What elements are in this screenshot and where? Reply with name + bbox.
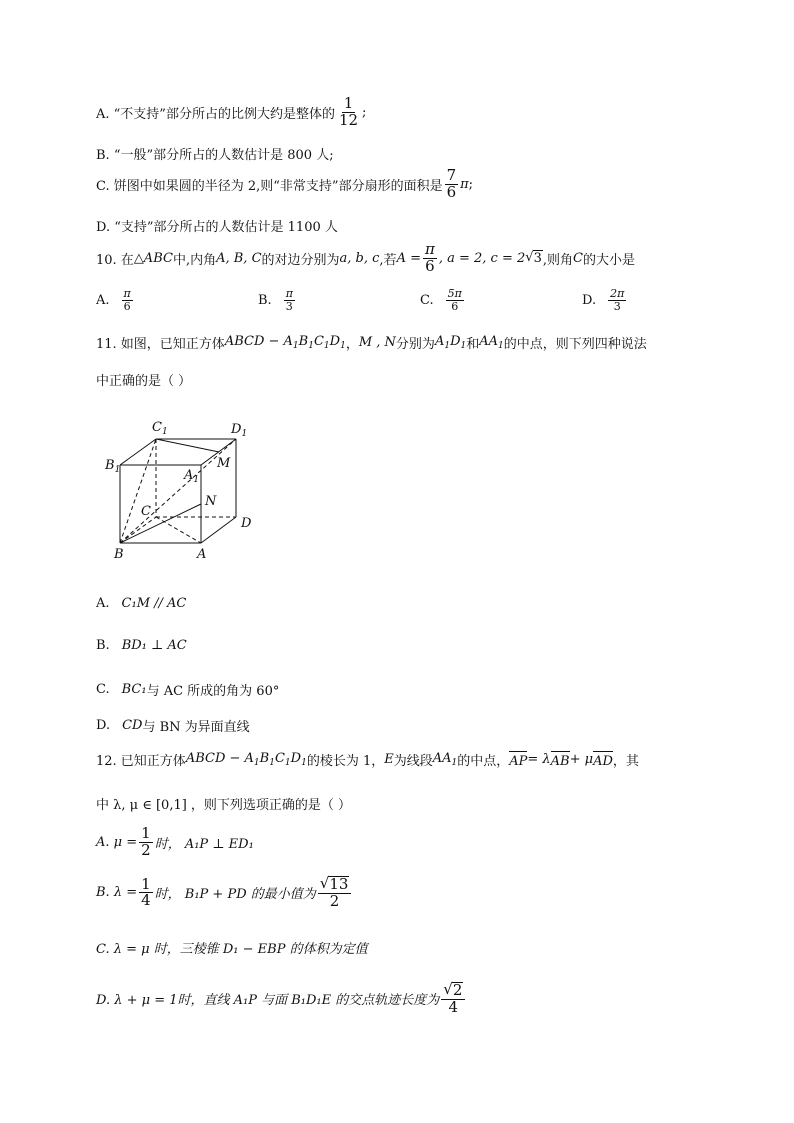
vector-ap: AP bbox=[509, 751, 527, 769]
q10-triangle: △ABC bbox=[133, 250, 173, 266]
q9-option-c-end: ; bbox=[468, 176, 474, 192]
segment-b-d1 bbox=[120, 439, 236, 543]
option-expression: C₁M // AC bbox=[121, 596, 187, 611]
q12-stem-a: 12. 已知正方体 bbox=[96, 754, 186, 769]
q12-option-d bbox=[96, 982, 467, 1016]
q11-mn: M , N bbox=[358, 335, 396, 350]
option-label: B. bbox=[258, 292, 272, 308]
q11-stem-line1 bbox=[96, 333, 647, 352]
q10-cond-b: , a = 2, c = 2 bbox=[438, 250, 526, 266]
segment-b-n bbox=[120, 504, 201, 543]
option-expression: BD₁ ⊥ AC bbox=[121, 638, 187, 653]
q11-option-c bbox=[96, 680, 279, 699]
option-expression: BC₁ bbox=[121, 682, 147, 697]
q10-stem bbox=[96, 242, 635, 275]
fraction-numerator: 7 bbox=[446, 166, 457, 184]
option-expression: CD bbox=[122, 718, 143, 733]
q11-stem-e: 的中点，则下列四种说法 bbox=[503, 337, 647, 352]
q11-stem-line2-text: 中正确的是（ ） bbox=[96, 374, 192, 389]
option-root-fraction bbox=[318, 876, 352, 910]
fraction-denominator: 6 bbox=[446, 182, 457, 201]
fraction-denominator: 2 bbox=[329, 891, 340, 910]
q10-sides: a, b, c bbox=[339, 250, 380, 266]
q9-option-c-fraction bbox=[445, 168, 459, 201]
q11-stem-b: ， bbox=[345, 337, 359, 352]
fraction-numerator: π bbox=[424, 240, 435, 258]
vector-ab: AB bbox=[551, 751, 570, 769]
option-label: C. bbox=[420, 292, 434, 308]
q9-option-a-fraction bbox=[337, 96, 360, 129]
q11-stem-line2 bbox=[96, 370, 191, 389]
hidden-edges bbox=[120, 439, 236, 543]
q11-stem-d: 和 bbox=[466, 337, 480, 352]
label-n: N bbox=[205, 494, 217, 509]
option-suffix: 时， B₁P + PD 的最小值为 bbox=[154, 887, 316, 903]
q10-angles: A, B, C bbox=[216, 250, 262, 266]
label-d1: $D_1$ bbox=[231, 422, 248, 439]
q10-stem-mid2: 的对边分别为 bbox=[261, 252, 340, 268]
option-label: A. bbox=[96, 292, 110, 308]
q12-eq: = λ bbox=[527, 752, 551, 767]
sqrt: √ 2 bbox=[443, 980, 463, 999]
label-d: D bbox=[241, 516, 252, 531]
q9-option-a-text: A. “不支持”部分所占的比例大约是整体的 bbox=[96, 106, 335, 122]
q9-option-b bbox=[96, 144, 334, 163]
q10-stem-tail: 的大小是 bbox=[582, 252, 635, 268]
fraction-numerator: 1 bbox=[141, 874, 151, 893]
q10-option-c bbox=[420, 288, 466, 312]
q9-option-c bbox=[96, 168, 473, 201]
q11-stem-a: 11. 如图，已知正方体 bbox=[96, 337, 225, 352]
q12-aa1: $AA_1$ bbox=[432, 751, 458, 768]
option-label: D. bbox=[96, 718, 111, 733]
radicand: 13 bbox=[329, 875, 349, 893]
q10-cond-a: A = bbox=[396, 250, 421, 266]
option-label: B. bbox=[96, 638, 110, 653]
segment-c1-m bbox=[156, 439, 219, 452]
edge-a-d bbox=[201, 517, 236, 543]
q12-stem-line1 bbox=[96, 750, 639, 769]
q11-option-d bbox=[96, 716, 250, 735]
q9-option-c-text: C. 饼图中如果圆的半径为 2,则“非常支持”部分扇形的面积是 bbox=[96, 178, 443, 194]
edge-c1-b1 bbox=[120, 439, 156, 465]
q12-stem-line2-text: 中 λ, μ ∈ [0,1] ，则下列选项正确的是（ ） bbox=[96, 798, 352, 813]
label-b1: $B_1$ bbox=[105, 458, 121, 475]
label-b: B bbox=[114, 547, 124, 562]
option-prefix: B. λ = bbox=[96, 885, 138, 901]
q10-stem-c: C bbox=[572, 250, 583, 266]
q12-stem-b: 的棱长为 1， bbox=[306, 754, 385, 769]
fraction-denominator: 12 bbox=[338, 110, 359, 129]
option-prefix: A. μ = bbox=[96, 834, 138, 850]
option-fraction bbox=[139, 826, 153, 859]
vector-ad: AD bbox=[593, 751, 613, 769]
q10-sqrt-radicand: 3 bbox=[533, 251, 542, 267]
q10-option-d bbox=[582, 288, 628, 312]
fraction-denominator: 3 bbox=[613, 299, 621, 313]
option-text: 与 AC 所成的角为 60° bbox=[146, 684, 280, 699]
fraction-denominator: 3 bbox=[285, 299, 293, 313]
q9-option-c-pi: π bbox=[460, 176, 469, 192]
fraction-denominator: 4 bbox=[448, 997, 459, 1016]
q10-stem-mid3: ,若 bbox=[379, 252, 397, 268]
q12-plus: + μ bbox=[569, 752, 594, 767]
q9-option-b-text: B. “一般”部分所占的人数估计是 800 人; bbox=[96, 148, 334, 163]
q10-option-b bbox=[258, 288, 297, 312]
q12-stem-d: 的中点， bbox=[457, 754, 510, 769]
option-label: D. bbox=[582, 292, 597, 308]
segment-name: AA bbox=[432, 751, 452, 766]
option-fraction bbox=[446, 288, 464, 312]
edge-b-c bbox=[120, 517, 156, 543]
fraction-numerator: π bbox=[123, 287, 131, 300]
fraction-denominator: 6 bbox=[425, 256, 435, 275]
segment-c-a bbox=[156, 517, 201, 543]
option-suffix: 时， A₁P ⊥ ED₁ bbox=[154, 836, 254, 852]
option-text: 与 BN 为异面直线 bbox=[142, 720, 250, 735]
q10-stem-end: ,则角 bbox=[542, 252, 573, 268]
option-text: C. λ = μ 时，三棱锥 D₁ − EBP 的体积为定值 bbox=[96, 942, 368, 957]
q11-stem-c: 分别为 bbox=[395, 337, 435, 352]
q9-option-a-end: ; bbox=[362, 104, 367, 120]
fraction-numerator: π bbox=[285, 287, 293, 300]
q10-cond-fraction bbox=[423, 242, 437, 275]
fraction-numerator: 2π bbox=[610, 287, 625, 300]
cube-name: ABCD − A bbox=[185, 751, 254, 766]
option-fraction bbox=[122, 288, 133, 312]
q9-option-d bbox=[96, 216, 338, 235]
q11-option-b bbox=[96, 638, 187, 653]
fraction-denominator: 6 bbox=[451, 299, 459, 313]
q11-a1d1: $A_1D_1$ bbox=[434, 334, 467, 351]
q11-cube-figure bbox=[100, 415, 270, 565]
option-fraction bbox=[139, 874, 153, 910]
option-root-fraction bbox=[441, 982, 465, 1016]
q10-stem-mid1: 中,内角 bbox=[172, 252, 217, 268]
label-a1: $A_1$ bbox=[184, 468, 200, 485]
option-label: A. bbox=[96, 596, 110, 611]
radicand: 2 bbox=[452, 981, 463, 999]
label-m: M bbox=[217, 456, 231, 471]
q11-aa1: $AA_1$ bbox=[479, 334, 504, 351]
q12-option-c bbox=[96, 938, 368, 957]
option-fraction bbox=[284, 288, 295, 312]
q12-option-a bbox=[96, 826, 254, 859]
option-prefix: D. λ + μ = 1时，直线 A₁P 与面 B₁D₁E 的交点轨迹长度为 bbox=[96, 993, 440, 1009]
cube-name: ABCD − A bbox=[224, 334, 293, 349]
q10-stem-prefix: 10. 在 bbox=[96, 252, 134, 268]
option-label: C. bbox=[96, 682, 110, 697]
q10-options bbox=[96, 288, 656, 322]
q12-cube: ABCD − $A_1B_1C_1D_1$ bbox=[185, 751, 307, 768]
label-c: C bbox=[141, 504, 151, 519]
q9-option-a bbox=[96, 96, 366, 129]
fraction-numerator: 5π bbox=[447, 287, 462, 300]
q9-option-d-text: D. “支持”部分所占的人数估计是 1100 人 bbox=[96, 220, 338, 235]
q11-cube: ABCD − $A_1B_1C_1D_1$ bbox=[224, 334, 346, 351]
q12-point-e: E bbox=[384, 752, 394, 767]
q12-stem-f: ，其 bbox=[612, 754, 639, 769]
q12-stem-c: 为线段 bbox=[393, 754, 433, 769]
fraction-denominator: 2 bbox=[141, 840, 151, 859]
fraction-numerator: 1 bbox=[141, 824, 151, 842]
q12-stem-line2 bbox=[96, 794, 351, 813]
q10-option-a bbox=[96, 288, 135, 312]
fraction-denominator: 6 bbox=[123, 299, 131, 313]
option-fraction bbox=[608, 288, 626, 312]
fraction-numerator: 1 bbox=[343, 94, 354, 112]
q12-option-b bbox=[96, 876, 353, 910]
sqrt: √ 13 bbox=[319, 874, 349, 893]
fraction-denominator: 4 bbox=[141, 891, 151, 910]
label-a: A bbox=[197, 547, 207, 562]
q11-option-a bbox=[96, 596, 186, 611]
label-c1: $C_1$ bbox=[152, 420, 168, 437]
q10-sqrt: √ 3 bbox=[525, 250, 542, 267]
